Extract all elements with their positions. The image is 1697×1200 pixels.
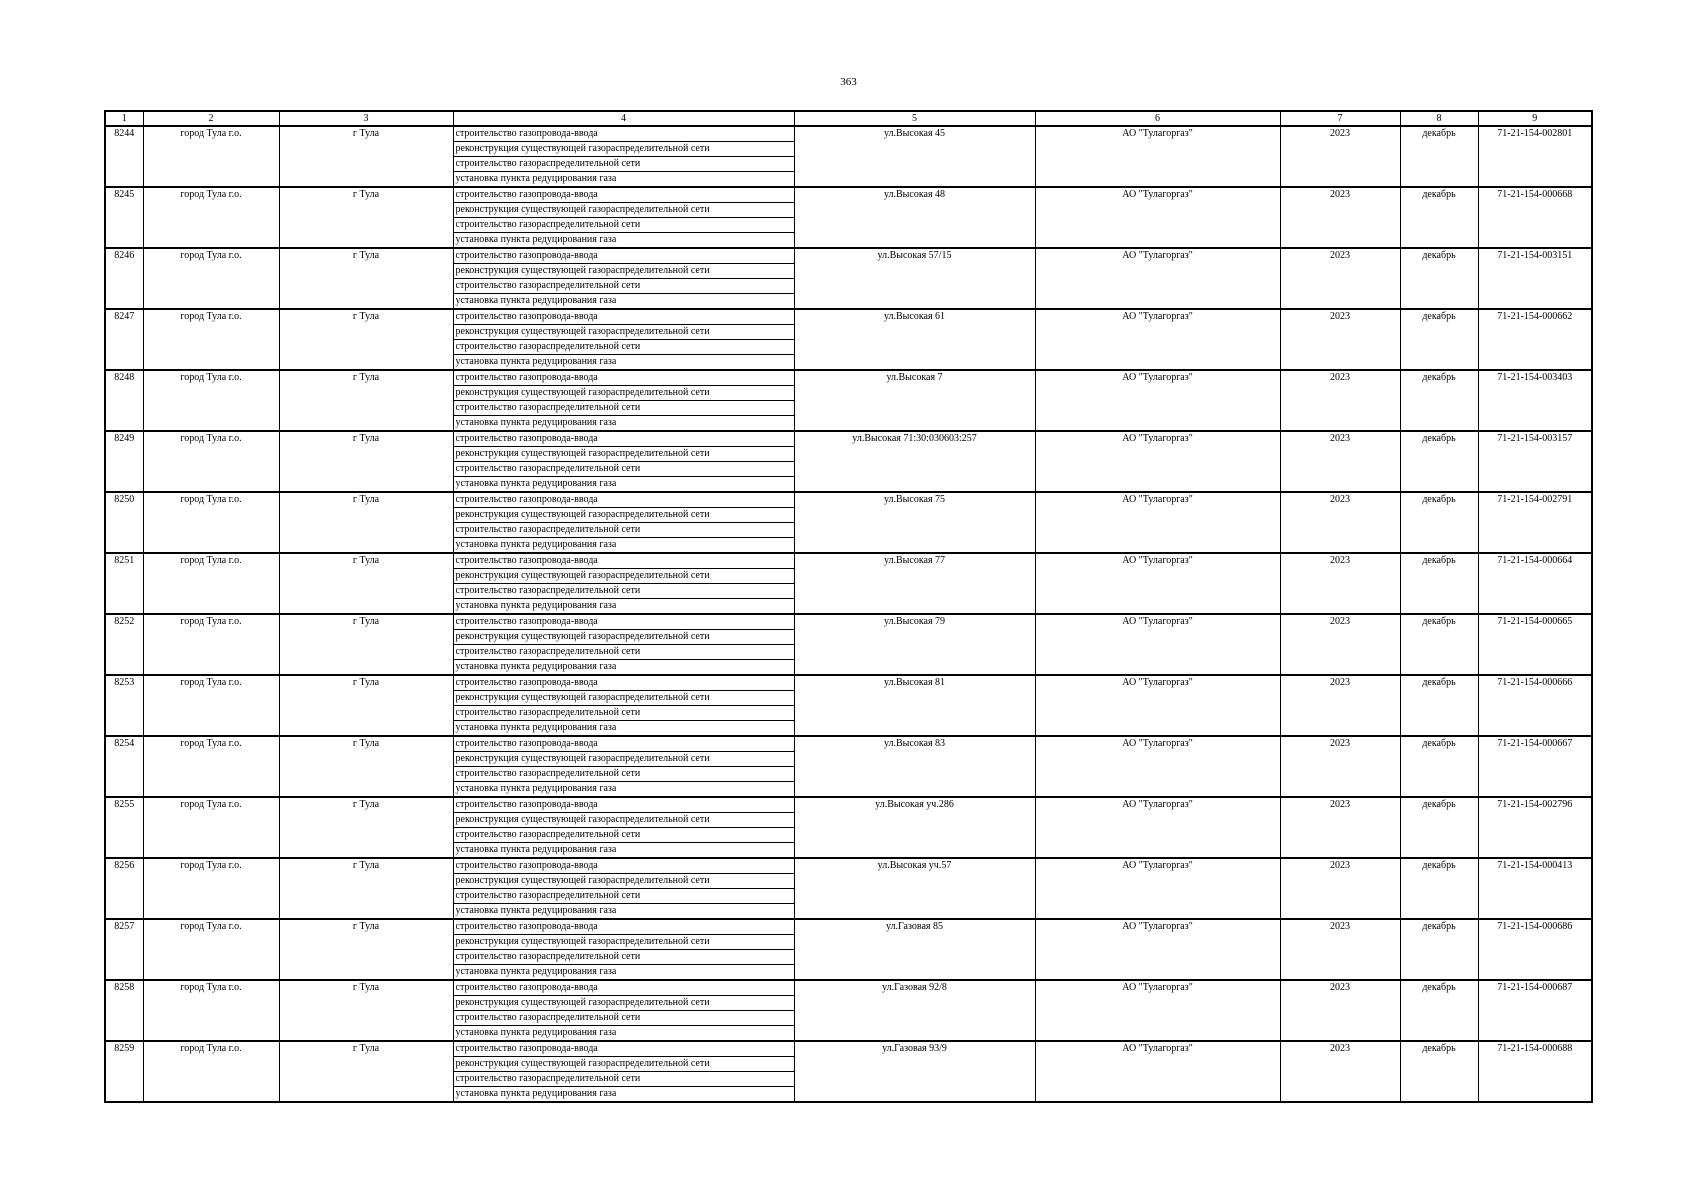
column-header: 6: [1035, 111, 1280, 126]
district-cell: город Тула г.о.: [143, 858, 279, 919]
year-cell: 2023: [1280, 126, 1400, 187]
address-cell: ул.Высокая 79: [794, 614, 1035, 675]
district-cell: город Тула г.о.: [143, 431, 279, 492]
table-row: [105, 370, 1592, 386]
locality-cell: г Тула: [279, 370, 453, 431]
year-cell: 2023: [1280, 553, 1400, 614]
address-cell: ул.Высокая 48: [794, 187, 1035, 248]
code-cell: 71-21-154-000666: [1478, 675, 1592, 736]
month-cell: декабрь: [1400, 309, 1478, 370]
locality-cell: г Тула: [279, 919, 453, 980]
work-type-cell: реконструкция существующей газораспределительной сети: [453, 508, 794, 523]
organization-cell: АО "Тулагоргаз": [1035, 980, 1280, 1041]
organization-cell: АО "Тулагоргаз": [1035, 248, 1280, 309]
row-number-cell: 8259: [105, 1041, 143, 1102]
table-row: [105, 614, 1592, 630]
work-type-cell: строительство газораспределительной сети: [453, 401, 794, 416]
organization-cell: АО "Тулагоргаз": [1035, 187, 1280, 248]
organization-cell: АО "Тулагоргаз": [1035, 1041, 1280, 1102]
month-cell: декабрь: [1400, 431, 1478, 492]
table-row: [105, 126, 1592, 142]
work-type-cell: реконструкция существующей газораспределительной сети: [453, 630, 794, 645]
code-cell: 71-21-154-003151: [1478, 248, 1592, 309]
address-cell: ул.Высокая 61: [794, 309, 1035, 370]
work-type-cell: установка пункта редуцирования газа: [453, 233, 794, 249]
work-type-cell: строительство газопровода-ввода: [453, 614, 794, 630]
organization-cell: АО "Тулагоргаз": [1035, 492, 1280, 553]
code-cell: 71-21-154-000668: [1478, 187, 1592, 248]
work-type-cell: строительство газораспределительной сети: [453, 584, 794, 599]
column-header: 7: [1280, 111, 1400, 126]
district-cell: город Тула г.о.: [143, 736, 279, 797]
month-cell: декабрь: [1400, 1041, 1478, 1102]
organization-cell: АО "Тулагоргаз": [1035, 126, 1280, 187]
district-cell: город Тула г.о.: [143, 187, 279, 248]
table-row: [105, 492, 1592, 508]
work-type-cell: установка пункта редуцирования газа: [453, 721, 794, 737]
organization-cell: АО "Тулагоргаз": [1035, 858, 1280, 919]
month-cell: декабрь: [1400, 919, 1478, 980]
table-row: [105, 553, 1592, 569]
work-type-cell: установка пункта редуцирования газа: [453, 172, 794, 188]
code-cell: 71-21-154-000413: [1478, 858, 1592, 919]
locality-cell: г Тула: [279, 1041, 453, 1102]
column-header: 9: [1478, 111, 1592, 126]
row-number-cell: 8252: [105, 614, 143, 675]
month-cell: декабрь: [1400, 858, 1478, 919]
year-cell: 2023: [1280, 797, 1400, 858]
work-type-cell: реконструкция существующей газораспределительной сети: [453, 142, 794, 157]
table-row: [105, 736, 1592, 752]
work-type-cell: строительство газопровода-ввода: [453, 187, 794, 203]
organization-cell: АО "Тулагоргаз": [1035, 736, 1280, 797]
work-type-cell: строительство газораспределительной сети: [453, 340, 794, 355]
address-cell: ул.Высокая уч.286: [794, 797, 1035, 858]
work-type-cell: реконструкция существующей газораспределительной сети: [453, 935, 794, 950]
column-header: 8: [1400, 111, 1478, 126]
work-type-cell: реконструкция существующей газораспределительной сети: [453, 752, 794, 767]
table-row: [105, 797, 1592, 813]
code-cell: 71-21-154-003403: [1478, 370, 1592, 431]
work-type-cell: реконструкция существующей газораспределительной сети: [453, 691, 794, 706]
organization-cell: АО "Тулагоргаз": [1035, 370, 1280, 431]
organization-cell: АО "Тулагоргаз": [1035, 431, 1280, 492]
year-cell: 2023: [1280, 675, 1400, 736]
month-cell: декабрь: [1400, 126, 1478, 187]
code-cell: 71-21-154-002791: [1478, 492, 1592, 553]
work-type-cell: реконструкция существующей газораспределительной сети: [453, 813, 794, 828]
table-row: [105, 187, 1592, 203]
organization-cell: АО "Тулагоргаз": [1035, 675, 1280, 736]
work-type-cell: установка пункта редуцирования газа: [453, 965, 794, 981]
work-type-cell: строительство газораспределительной сети: [453, 767, 794, 782]
district-cell: город Тула г.о.: [143, 126, 279, 187]
table-row: [105, 675, 1592, 691]
row-number-cell: 8246: [105, 248, 143, 309]
row-number-cell: 8247: [105, 309, 143, 370]
work-type-cell: установка пункта редуцирования газа: [453, 416, 794, 432]
year-cell: 2023: [1280, 1041, 1400, 1102]
work-type-cell: строительство газопровода-ввода: [453, 431, 794, 447]
district-cell: город Тула г.о.: [143, 248, 279, 309]
year-cell: 2023: [1280, 492, 1400, 553]
address-cell: ул.Газовая 85: [794, 919, 1035, 980]
code-cell: 71-21-154-000665: [1478, 614, 1592, 675]
locality-cell: г Тула: [279, 736, 453, 797]
locality-cell: г Тула: [279, 553, 453, 614]
locality-cell: г Тула: [279, 980, 453, 1041]
locality-cell: г Тула: [279, 248, 453, 309]
locality-cell: г Тула: [279, 797, 453, 858]
work-type-cell: установка пункта редуцирования газа: [453, 355, 794, 371]
address-cell: ул.Высокая 77: [794, 553, 1035, 614]
work-type-cell: строительство газораспределительной сети: [453, 706, 794, 721]
table-body: [105, 126, 1592, 1102]
work-type-cell: строительство газопровода-ввода: [453, 553, 794, 569]
month-cell: декабрь: [1400, 614, 1478, 675]
work-type-cell: строительство газораспределительной сети: [453, 950, 794, 965]
month-cell: декабрь: [1400, 675, 1478, 736]
month-cell: декабрь: [1400, 370, 1478, 431]
district-cell: город Тула г.о.: [143, 614, 279, 675]
month-cell: декабрь: [1400, 980, 1478, 1041]
code-cell: 71-21-154-000664: [1478, 553, 1592, 614]
locality-cell: г Тула: [279, 858, 453, 919]
district-cell: город Тула г.о.: [143, 492, 279, 553]
work-type-cell: строительство газопровода-ввода: [453, 492, 794, 508]
year-cell: 2023: [1280, 980, 1400, 1041]
year-cell: 2023: [1280, 736, 1400, 797]
row-number-cell: 8255: [105, 797, 143, 858]
row-number-cell: 8248: [105, 370, 143, 431]
address-cell: ул.Высокая 45: [794, 126, 1035, 187]
table-row: [105, 309, 1592, 325]
organization-cell: АО "Тулагоргаз": [1035, 919, 1280, 980]
month-cell: декабрь: [1400, 736, 1478, 797]
year-cell: 2023: [1280, 858, 1400, 919]
year-cell: 2023: [1280, 370, 1400, 431]
work-type-cell: реконструкция существующей газораспределительной сети: [453, 874, 794, 889]
address-cell: ул.Высокая 71:30:030603:257: [794, 431, 1035, 492]
code-cell: 71-21-154-000662: [1478, 309, 1592, 370]
work-type-cell: установка пункта редуцирования газа: [453, 782, 794, 798]
work-type-cell: установка пункта редуцирования газа: [453, 1026, 794, 1042]
address-cell: ул.Высокая 75: [794, 492, 1035, 553]
work-type-cell: строительство газопровода-ввода: [453, 675, 794, 691]
work-type-cell: строительство газораспределительной сети: [453, 523, 794, 538]
organization-cell: АО "Тулагоргаз": [1035, 614, 1280, 675]
work-type-cell: строительство газопровода-ввода: [453, 736, 794, 752]
work-type-cell: строительство газопровода-ввода: [453, 797, 794, 813]
locality-cell: г Тула: [279, 675, 453, 736]
row-number-cell: 8245: [105, 187, 143, 248]
year-cell: 2023: [1280, 919, 1400, 980]
row-number-cell: 8257: [105, 919, 143, 980]
work-type-cell: строительство газораспределительной сети: [453, 828, 794, 843]
work-type-cell: установка пункта редуцирования газа: [453, 904, 794, 920]
year-cell: 2023: [1280, 309, 1400, 370]
district-cell: город Тула г.о.: [143, 1041, 279, 1102]
locality-cell: г Тула: [279, 309, 453, 370]
district-cell: город Тула г.о.: [143, 919, 279, 980]
work-type-cell: строительство газораспределительной сети: [453, 1072, 794, 1087]
work-type-cell: строительство газопровода-ввода: [453, 248, 794, 264]
work-type-cell: установка пункта редуцирования газа: [453, 843, 794, 859]
year-cell: 2023: [1280, 614, 1400, 675]
locality-cell: г Тула: [279, 126, 453, 187]
organization-cell: АО "Тулагоргаз": [1035, 553, 1280, 614]
address-cell: ул.Газовая 92/8: [794, 980, 1035, 1041]
locality-cell: г Тула: [279, 492, 453, 553]
row-number-cell: 8253: [105, 675, 143, 736]
row-number-cell: 8254: [105, 736, 143, 797]
work-type-cell: строительство газопровода-ввода: [453, 1041, 794, 1057]
work-type-cell: строительство газораспределительной сети: [453, 279, 794, 294]
month-cell: декабрь: [1400, 553, 1478, 614]
address-cell: ул.Высокая 83: [794, 736, 1035, 797]
code-cell: 71-21-154-000688: [1478, 1041, 1592, 1102]
year-cell: 2023: [1280, 187, 1400, 248]
table-row: [105, 431, 1592, 447]
year-cell: 2023: [1280, 248, 1400, 309]
locality-cell: г Тула: [279, 187, 453, 248]
row-number-cell: 8250: [105, 492, 143, 553]
work-type-cell: установка пункта редуцирования газа: [453, 294, 794, 310]
work-type-cell: реконструкция существующей газораспределительной сети: [453, 447, 794, 462]
district-cell: город Тула г.о.: [143, 553, 279, 614]
registry-table: [104, 110, 1593, 1103]
code-cell: 71-21-154-002801: [1478, 126, 1592, 187]
month-cell: декабрь: [1400, 248, 1478, 309]
district-cell: город Тула г.о.: [143, 797, 279, 858]
column-header: 1: [105, 111, 143, 126]
row-number-cell: 8256: [105, 858, 143, 919]
work-type-cell: строительство газораспределительной сети: [453, 1011, 794, 1026]
work-type-cell: строительство газораспределительной сети: [453, 889, 794, 904]
year-cell: 2023: [1280, 431, 1400, 492]
header-row: [105, 111, 1592, 126]
address-cell: ул.Газовая 93/9: [794, 1041, 1035, 1102]
work-type-cell: строительство газопровода-ввода: [453, 919, 794, 935]
work-type-cell: реконструкция существующей газораспределительной сети: [453, 325, 794, 340]
work-type-cell: установка пункта редуцирования газа: [453, 538, 794, 554]
row-number-cell: 8249: [105, 431, 143, 492]
row-number-cell: 8251: [105, 553, 143, 614]
organization-cell: АО "Тулагоргаз": [1035, 309, 1280, 370]
work-type-cell: строительство газопровода-ввода: [453, 980, 794, 996]
work-type-cell: установка пункта редуцирования газа: [453, 477, 794, 493]
table-row: [105, 1041, 1592, 1057]
work-type-cell: установка пункта редуцирования газа: [453, 1087, 794, 1103]
locality-cell: г Тула: [279, 614, 453, 675]
work-type-cell: строительство газопровода-ввода: [453, 126, 794, 142]
address-cell: ул.Высокая 57/15: [794, 248, 1035, 309]
column-header: 4: [453, 111, 794, 126]
table-row: [105, 248, 1592, 264]
code-cell: 71-21-154-000667: [1478, 736, 1592, 797]
work-type-cell: строительство газопровода-ввода: [453, 858, 794, 874]
column-header: 5: [794, 111, 1035, 126]
district-cell: город Тула г.о.: [143, 980, 279, 1041]
district-cell: город Тула г.о.: [143, 309, 279, 370]
row-number-cell: 8258: [105, 980, 143, 1041]
code-cell: 71-21-154-003157: [1478, 431, 1592, 492]
work-type-cell: реконструкция существующей газораспределительной сети: [453, 1057, 794, 1072]
column-header: 3: [279, 111, 453, 126]
work-type-cell: реконструкция существующей газораспределительной сети: [453, 386, 794, 401]
address-cell: ул.Высокая 7: [794, 370, 1035, 431]
district-cell: город Тула г.о.: [143, 370, 279, 431]
month-cell: декабрь: [1400, 797, 1478, 858]
month-cell: декабрь: [1400, 187, 1478, 248]
work-type-cell: строительство газораспределительной сети: [453, 218, 794, 233]
code-cell: 71-21-154-002796: [1478, 797, 1592, 858]
work-type-cell: реконструкция существующей газораспределительной сети: [453, 569, 794, 584]
code-cell: 71-21-154-000686: [1478, 919, 1592, 980]
work-type-cell: реконструкция существующей газораспределительной сети: [453, 996, 794, 1011]
address-cell: ул.Высокая 81: [794, 675, 1035, 736]
table-row: [105, 980, 1592, 996]
work-type-cell: строительство газораспределительной сети: [453, 645, 794, 660]
work-type-cell: строительство газопровода-ввода: [453, 370, 794, 386]
month-cell: декабрь: [1400, 492, 1478, 553]
district-cell: город Тула г.о.: [143, 675, 279, 736]
work-type-cell: установка пункта редуцирования газа: [453, 660, 794, 676]
work-type-cell: установка пункта редуцирования газа: [453, 599, 794, 615]
table-row: [105, 858, 1592, 874]
column-header: 2: [143, 111, 279, 126]
work-type-cell: реконструкция существующей газораспределительной сети: [453, 264, 794, 279]
work-type-cell: реконструкция существующей газораспределительной сети: [453, 203, 794, 218]
work-type-cell: строительство газораспределительной сети: [453, 157, 794, 172]
address-cell: ул.Высокая уч.57: [794, 858, 1035, 919]
work-type-cell: строительство газопровода-ввода: [453, 309, 794, 325]
work-type-cell: строительство газораспределительной сети: [453, 462, 794, 477]
row-number-cell: 8244: [105, 126, 143, 187]
code-cell: 71-21-154-000687: [1478, 980, 1592, 1041]
page-number: 363: [840, 76, 857, 88]
organization-cell: АО "Тулагоргаз": [1035, 797, 1280, 858]
table-row: [105, 919, 1592, 935]
locality-cell: г Тула: [279, 431, 453, 492]
